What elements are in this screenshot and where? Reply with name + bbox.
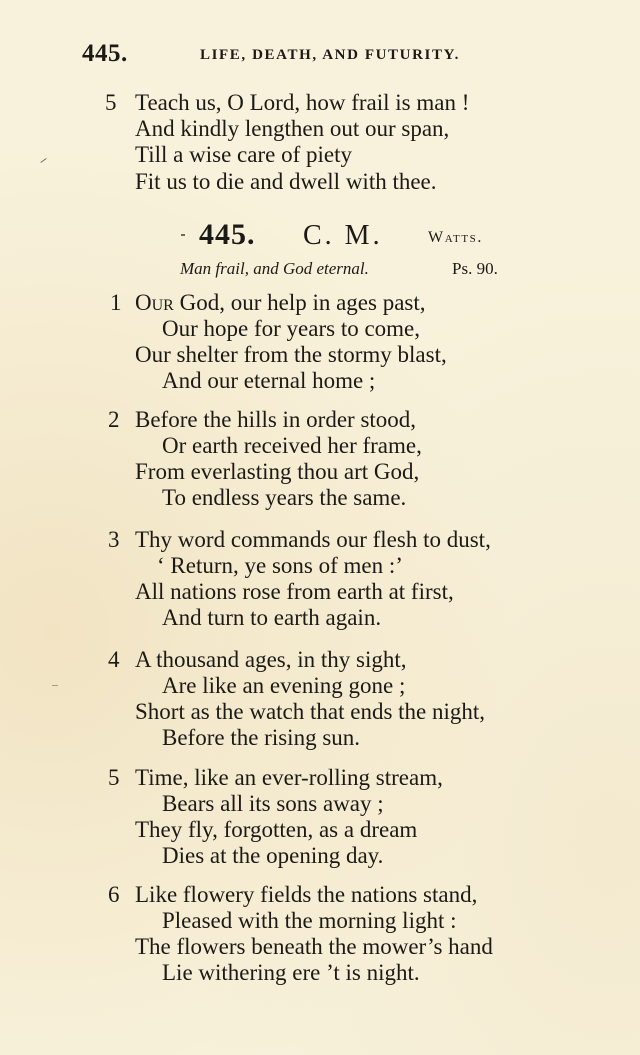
verse-line: A thousand ages, in thy sight, xyxy=(135,647,407,672)
verse-line: And turn to earth again. xyxy=(162,605,382,630)
verse-line: Or earth received her frame, xyxy=(162,433,422,458)
verse-line: Short as the watch that ends the night, xyxy=(135,699,486,724)
verse-line: ‘ Return, ye sons of men :’ xyxy=(157,553,403,578)
stanza-number: 5 xyxy=(105,90,117,115)
verse-line: Till a wise care of piety xyxy=(135,142,352,167)
verse-line: Like flowery fields the nations stand, xyxy=(135,882,478,907)
verse-line: All nations rose from earth at first, xyxy=(135,579,454,604)
verse-line: Pleased with the morning light : xyxy=(162,908,457,933)
running-title: LIFE, DEATH, AND FUTURITY. xyxy=(200,47,460,63)
first-word-caps: Our xyxy=(135,290,174,315)
verse-line: Our hope for years to come, xyxy=(162,316,421,341)
verse-line: And our eternal home ; xyxy=(162,368,376,393)
paper-blemish xyxy=(52,685,58,686)
first-line-rest: God, our help in ages past, xyxy=(173,290,426,315)
stanza-number: 6 xyxy=(108,882,120,907)
verse-line: Are like an evening gone ; xyxy=(162,673,406,698)
verse-line: Lie withering ere ’t is night. xyxy=(162,960,420,985)
verse-line: Thy word commands our flesh to dust, xyxy=(135,527,491,552)
verse-line: And kindly lengthen out our span, xyxy=(135,116,450,141)
printer-mark xyxy=(181,234,185,236)
verse-line: Time, like an ever-rolling stream, xyxy=(135,765,443,790)
verse-line: From everlasting thou art God, xyxy=(135,459,420,484)
verse-line: They fly, forgotten, as a dream xyxy=(135,817,418,842)
hymn-number: 445. xyxy=(199,218,256,251)
verse-line: Fit us to die and dwell with thee. xyxy=(135,169,437,194)
stanza-number: 4 xyxy=(108,647,120,672)
stanza-number: 5 xyxy=(108,765,120,790)
stanza-number: 2 xyxy=(108,407,120,432)
stanza-number: 3 xyxy=(108,527,120,552)
verse-line: Our shelter from the stormy blast, xyxy=(135,342,447,367)
stanza-number: 1 xyxy=(110,290,122,315)
hymn-meter: C. M. xyxy=(303,220,383,251)
verse-line: Before the hills in order stood, xyxy=(135,407,417,432)
page-header xyxy=(82,40,502,72)
hymn-author: Watts. xyxy=(428,229,483,246)
verse-line: To endless years the same. xyxy=(162,485,407,510)
paper-blemish xyxy=(40,158,46,163)
verse-line: The flowers beneath the mower’s hand xyxy=(135,934,493,959)
hymn-subtitle: Man frail, and God eternal. xyxy=(180,259,369,278)
psalm-reference: Ps. 90. xyxy=(452,259,498,278)
verse-line: Dies at the opening day. xyxy=(162,843,384,868)
verse-line xyxy=(135,290,426,316)
verse-line: Before the rising sun. xyxy=(162,725,361,750)
verse-line: Teach us, O Lord, how frail is man ! xyxy=(135,90,470,115)
verse-line: Bears all its sons away ; xyxy=(162,791,384,816)
page-number: 445. xyxy=(82,40,128,67)
